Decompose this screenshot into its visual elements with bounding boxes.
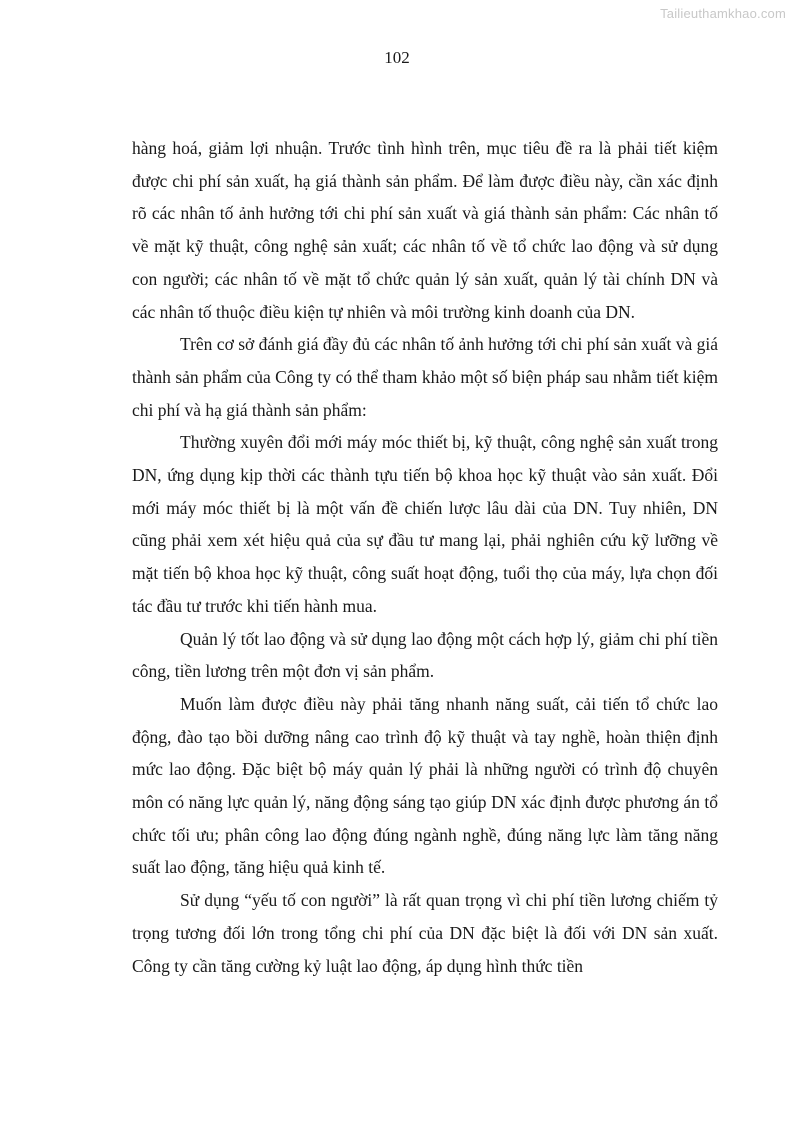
page-number: 102 [384,48,410,67]
paragraph: Trên cơ sở đánh giá đầy đủ các nhân tố ảnh hưởng tới chi phí sản xuất và giá thành sản phẩm của Công ty có thể tham khảo một số biện pháp sau nhằm tiết kiệm chi phí và hạ giá thành sản phẩm: [132,334,718,420]
watermark: Tailieuthamkhao.com [660,6,786,21]
paragraph-continued: hàng hoá, giảm lợi nhuận. Trước tình hình trên, mục tiêu đề ra là phải tiết kiệm được chi phí sản xuất, hạ giá thành sản phẩm. Để làm được điều này, cần xác định rõ các nhân tố ảnh hưởng tới chi phí sản xuất và giá thành sản phẩm: Các nhân tố về mặt kỹ thuật, công nghệ sản xuất; các nhân tố về tổ chức lao động và sử dụng con người; các nhân tố về mặt tổ chức quản lý sản xuất, quản lý tài chính DN và các nhân tố thuộc điều kiện tự nhiên và môi trường kinh doanh của DN. [132,138,718,322]
paragraph: Sử dụng “yếu tố con người” là rất quan trọng vì chi phí tiền lương chiếm tỷ trọng tương đối lớn trong tổng chi phí của DN đặc biệt là đối với DN sản xuất. Công ty cần tăng cường kỷ luật lao động, áp dụng hình thức tiền [132,890,718,976]
paragraph: Muốn làm được điều này phải tăng nhanh năng suất, cải tiến tổ chức lao động, đào tạo bồi dưỡng nâng cao trình độ kỹ thuật và tay nghề, hoàn thiện định mức lao động. Đặc biệt bộ máy quản lý phải là những người có trình độ chuyên môn có năng lực quản lý, năng động sáng tạo giúp DN xác định được phương án tổ chức tối ưu; phân công lao động đúng ngành nghề, đúng năng lực làm tăng năng suất lao động, tăng hiệu quả kinh tế. [132,693,718,878]
document-body [132,132,718,982]
paragraph: Thường xuyên đổi mới máy móc thiết bị, kỹ thuật, công nghệ sản xuất trong DN, ứng dụng kịp thời các thành tựu tiến bộ khoa học kỹ thuật vào sản xuất. Đổi mới máy móc thiết bị là một vấn đề chiến lược lâu dài của DN. Tuy nhiên, DN cũng phải xem xét hiệu quả của sự đầu tư mang lại, phải nghiên cứu kỹ lưỡng về mặt tiến bộ khoa học kỹ thuật, công suất hoạt động, tuổi thọ của máy, lựa chọn đối tác đầu tư trước khi tiến hành mua. [132,432,718,616]
paragraph: Quản lý tốt lao động và sử dụng lao động một cách hợp lý, giảm chi phí tiền công, tiền lương trên một đơn vị sản phẩm. [132,628,718,682]
